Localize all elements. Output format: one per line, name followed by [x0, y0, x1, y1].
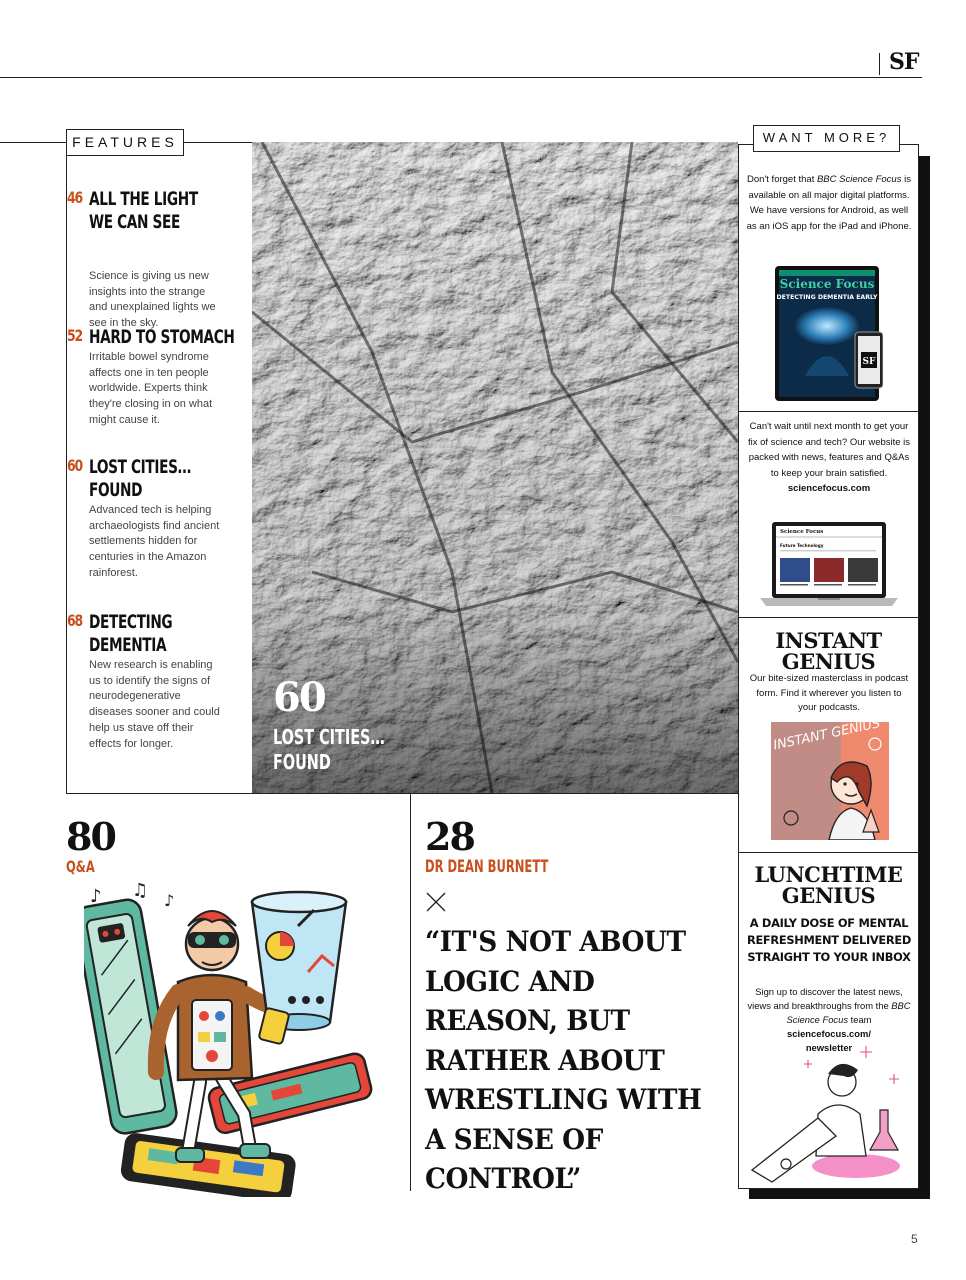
svg-text:♫: ♫	[132, 882, 149, 901]
digital-devices-image[interactable]	[775, 266, 883, 401]
features-label: FEATURES	[66, 129, 184, 156]
feature-description: New research is enabling us to identify the signs of neurodegenerative diseases sooner and could help us stave off their effects for longer.	[89, 659, 220, 750]
quote-page-number: 28	[425, 814, 474, 859]
feature-title: ALL THE LIGHT WE CAN SEE	[89, 188, 198, 233]
page-number: 5	[911, 1232, 918, 1246]
sidebar-divider	[738, 617, 919, 618]
svg-text:INSTANT GENIUS: INSTANT GENIUS	[772, 722, 882, 754]
svg-text:Science Focus: Science Focus	[780, 529, 824, 535]
quote-author[interactable]: DR DEAN BURNETT	[425, 857, 549, 877]
sf-logo[interactable]: SF	[889, 49, 919, 75]
feature-number: 46	[67, 188, 83, 207]
want-more-label: WANT MORE?	[753, 125, 900, 152]
column-divider	[410, 794, 411, 1191]
feature-number: 68	[67, 611, 83, 630]
pull-quote: “IT'S NOT ABOUT LOGIC AND REASON, BUT RATHER ABOUT WRESTLING WITH A SENSE OF CONTROL”	[425, 925, 702, 1195]
tablet-phone-icon	[775, 266, 883, 401]
header-rule	[0, 77, 922, 78]
sidebar-divider	[738, 411, 919, 412]
features-bottom-rule	[66, 793, 738, 794]
newsletter-text: Sign up to discover the latest news, views and breakthroughs from the BBC Science Focus team sciencefocus.com/ newsletter	[747, 986, 911, 1053]
svg-text:♪: ♪	[164, 891, 175, 910]
digital-editions-text: Don't forget that BBC Science Focus is available on all major digital platforms. We have versions for Android, as well as an iOS app for the iPad and iPhone.	[746, 174, 912, 232]
newsletter-illustration	[748, 1040, 910, 1186]
podcast-cover[interactable]	[771, 722, 889, 840]
laptop-icon	[760, 522, 898, 608]
feature-title: DETECTING DEMENTIA	[89, 611, 173, 656]
cross-icon	[425, 891, 447, 913]
svg-text:Science Focus: Science Focus	[779, 277, 875, 291]
qa-illustration	[84, 882, 384, 1197]
svg-text:DETECTING DEMENTIA EARLY: DETECTING DEMENTIA EARLY	[776, 294, 878, 301]
feature-description: Irritable bowel syndrome affects one in ten people worldwide. Experts think they're closing in on what might cause it.	[89, 351, 213, 426]
qa-page-number: 80	[66, 814, 115, 859]
sidebar-divider	[738, 852, 919, 853]
svg-text:♪: ♪	[90, 886, 102, 907]
hero-title: LOST CITIES… FOUND	[273, 725, 385, 774]
svg-text:SF: SF	[862, 357, 876, 367]
logo-separator	[879, 53, 880, 75]
vr-gamer-illustration	[84, 882, 384, 1197]
features-list	[66, 156, 252, 794]
qa-label[interactable]: Q&A	[66, 857, 95, 876]
hero-page-number: 60	[273, 674, 325, 721]
podcast-title: INSTANT GENIUS	[775, 628, 882, 674]
lunch-scene-graphic	[748, 1040, 910, 1186]
laptop-image[interactable]	[760, 522, 898, 608]
svg-text:Future Technology: Future Technology	[780, 543, 824, 548]
podcast-text: Our bite-sized masterclass in podcast form. Find it wherever you listen to your podcasts.	[749, 673, 909, 713]
podcast-cover-art	[771, 722, 889, 840]
features-rule	[0, 142, 68, 143]
newsletter-subhead: A DAILY DOSE OF MENTAL REFRESHMENT DELIVERED STRAIGHT TO YOUR INBOX	[746, 916, 912, 964]
feature-title: HARD TO STOMACH	[89, 326, 235, 348]
newsletter-title: LUNCHTIME GENIUS	[754, 862, 903, 908]
newsletter-url[interactable]: sciencefocus.com/ newsletter	[787, 1028, 871, 1053]
feature-title: LOST CITIES… FOUND	[89, 456, 191, 501]
features-rule	[184, 142, 252, 143]
feature-number: 52	[67, 326, 83, 345]
feature-number: 60	[67, 456, 83, 475]
website-url[interactable]: sciencefocus.com	[787, 483, 871, 495]
feature-description: Science is giving us new insights into the strange and unexplained lights we see in the sky.	[89, 270, 216, 330]
website-text: Can't wait until next month to get your fix of science and tech? Our website is packed with news, features and Q&As to keep your brain satisfied. sciencefocus.com	[747, 421, 911, 495]
feature-description: Advanced tech is helping archaeologists find ancient settlements hidden for centuries in the Amazon rainforest.	[89, 504, 220, 579]
